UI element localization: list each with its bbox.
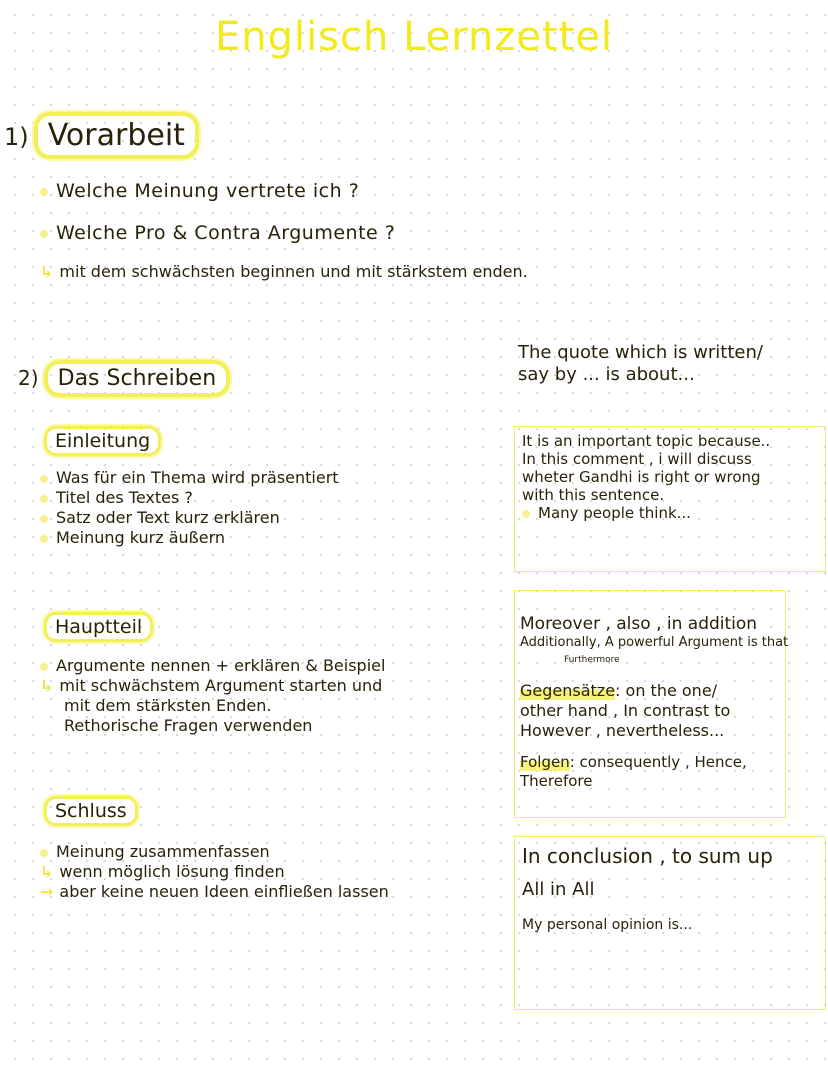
- list-item: Titel des Textes ?: [40, 488, 339, 508]
- hauptteil-heading: Hauptteil: [44, 612, 153, 642]
- bullet-dot-icon: [40, 188, 48, 196]
- list-item: → aber keine neuen Ideen einfließen lassen: [40, 882, 389, 901]
- section-1-number: 1): [4, 123, 29, 151]
- einleitung-header: [44, 426, 161, 456]
- einleitung-phrases: It is an important topic because.. In this comment , i will discuss wheter Gandhi is right or wrong with this sentence. Many people think...: [522, 432, 771, 522]
- section-1-heading: Vorarbeit: [34, 112, 199, 159]
- gegensaetze-block: Gegensätze: on the one/ other hand , In contrast to However , nevertheless...: [520, 681, 731, 740]
- arrow-right-icon: →: [40, 882, 54, 901]
- bullet-dot-icon: [40, 230, 48, 238]
- gegensaetze-label: Gegensätze: [520, 681, 616, 700]
- section-1-header: [4, 112, 199, 159]
- hauptteil-header: [44, 612, 153, 642]
- list-item: Satz oder Text kurz erklären: [40, 508, 339, 528]
- quote-phrases: The quote which is written/ say by ... is about...: [518, 342, 763, 385]
- section-2-header: [18, 360, 230, 397]
- list-item: Argumente nennen + erklären & Beispiel: [40, 656, 385, 676]
- bullet-dot-icon: [40, 495, 48, 503]
- arrow-icon: ↳: [40, 676, 54, 695]
- list-item: ↳ mit schwächstem Argument starten und: [40, 676, 383, 695]
- schluss-phrases: In conclusion , to sum up All in All My personal opinion is...: [522, 844, 773, 933]
- hauptteil-phrases: Moreover , also , in addition Additionally, A powerful Argument is that Furthermore Gegensätze: on the one/ other hand , In contrast to However , nevertheless... Folgen: consequently , Hence, Therefore: [520, 614, 789, 790]
- list-item: Rethorische Fragen verwenden: [64, 716, 313, 735]
- einleitung-list: [40, 468, 339, 548]
- section-2-number: 2): [18, 366, 39, 390]
- folgen-block: Folgen: consequently , Hence, Therefore: [520, 753, 747, 790]
- list-item: ↳ wenn möglich lösung finden: [40, 862, 285, 881]
- list-item: Was für ein Thema wird präsentiert: [40, 468, 339, 488]
- list-item: Welche Meinung vertrete ich ?: [40, 180, 359, 202]
- list-item: Welche Pro & Contra Argumente ?: [40, 222, 395, 244]
- list-item: Meinung zusammenfassen: [40, 842, 389, 862]
- einleitung-heading: Einleitung: [44, 426, 161, 456]
- schluss-header: [44, 796, 138, 826]
- hauptteil-list: [40, 656, 385, 736]
- arrow-icon: ↳: [40, 862, 54, 881]
- arrow-icon: ↳: [40, 262, 54, 281]
- bullet-dot-icon: [40, 535, 48, 543]
- schluss-list: [40, 842, 389, 902]
- bullet-dot-icon: [40, 663, 48, 671]
- list-item: Meinung kurz äußern: [40, 528, 339, 548]
- folgen-label: Folgen: [520, 753, 570, 771]
- list-item: mit dem stärksten Enden.: [64, 696, 272, 715]
- list-item: ↳ mit dem schwächsten beginnen und mit stärkstem enden.: [40, 262, 528, 281]
- schluss-heading: Schluss: [44, 796, 138, 826]
- list-item: Many people think...: [522, 504, 770, 522]
- bullet-dot-icon: [40, 849, 48, 857]
- bullet-dot-icon: [40, 475, 48, 483]
- page-title: Englisch Lernzettel: [214, 14, 614, 60]
- bullet-dot-icon: [40, 515, 48, 523]
- section-2-heading: Das Schreiben: [44, 360, 231, 397]
- bullet-dot-icon: [522, 510, 530, 518]
